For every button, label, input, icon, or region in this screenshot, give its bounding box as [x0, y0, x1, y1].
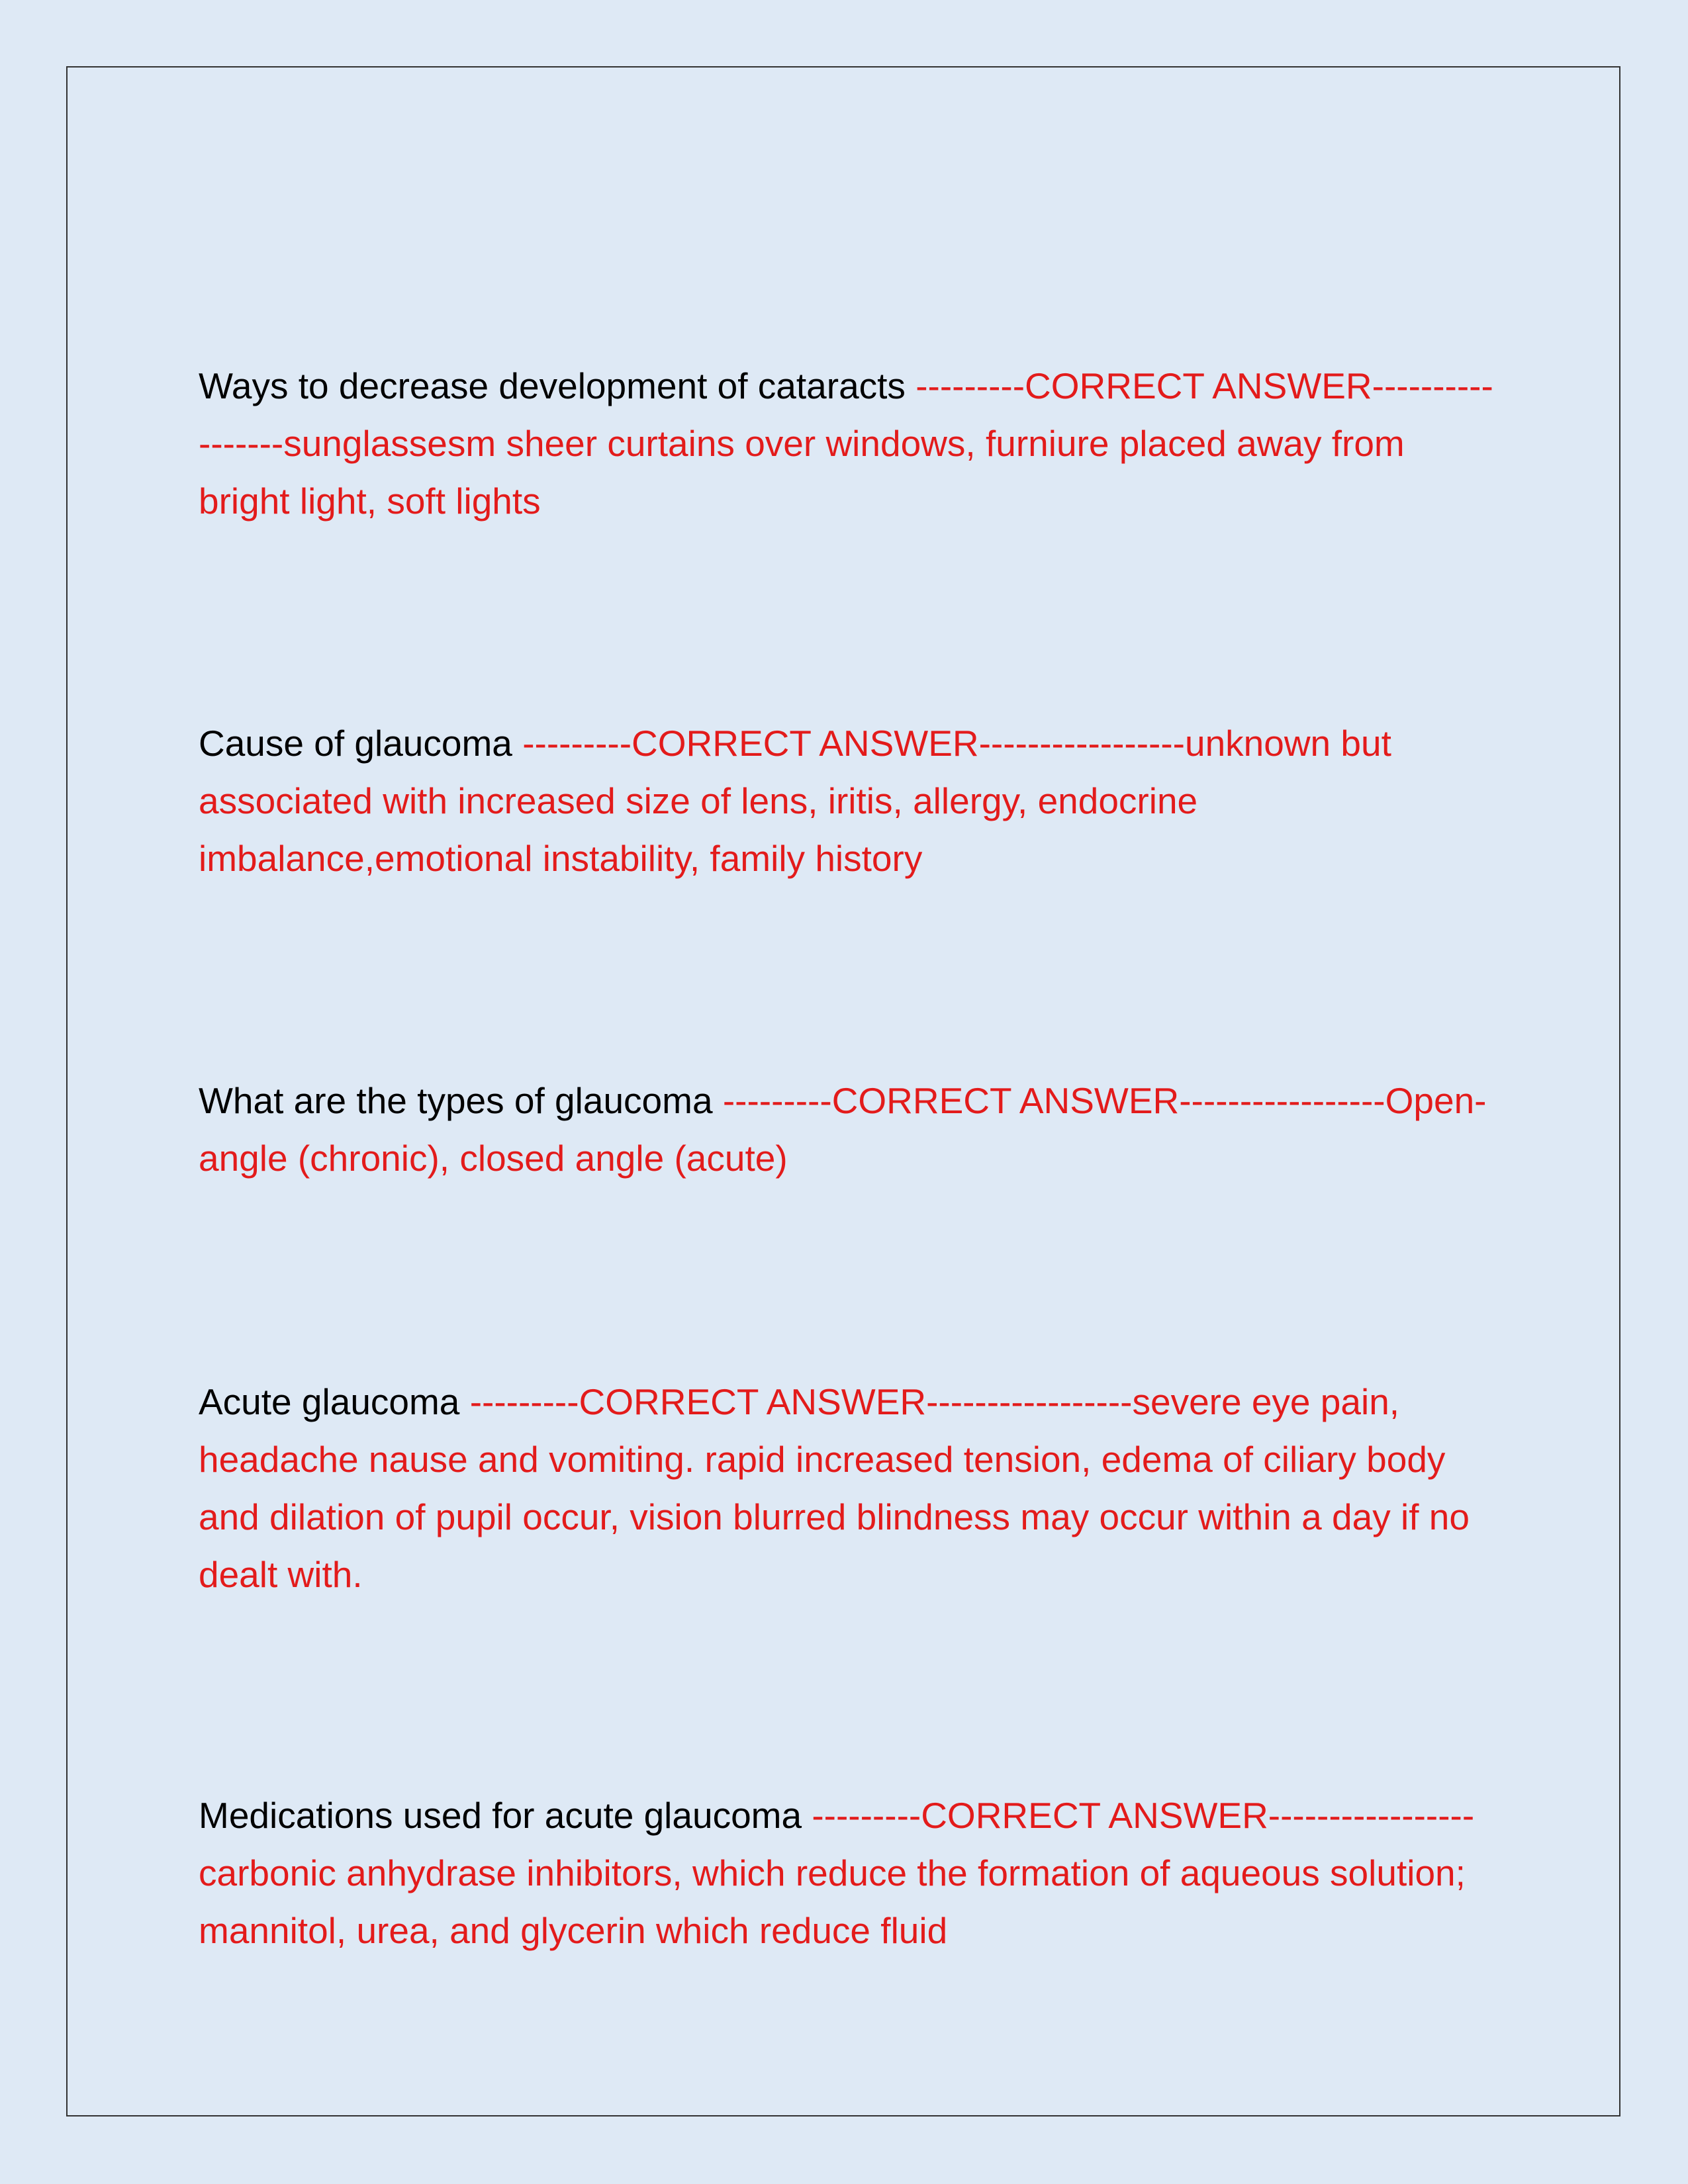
question-text: Ways to decrease development of cataracts: [199, 365, 906, 406]
answer-text: ---------CORRECT ANSWER-----------------unknown but associated with increased size of lens, iritis, allergy, endocrine imbalance,emotional instability, family history: [199, 723, 1391, 879]
qa-item: [199, 1072, 1496, 1187]
answer-text: ---------CORRECT ANSWER-----------------carbonic anhydrase inhibitors, which reduce the formation of aqueous solution; mannitol, urea, and glycerin which reduce fluid: [199, 1795, 1475, 1951]
question-text: What are the types of glaucoma: [199, 1080, 713, 1121]
question-text: Acute glaucoma: [199, 1381, 460, 1422]
qa-item: [199, 1373, 1496, 1604]
qa-item: [199, 357, 1496, 530]
qa-item: [199, 1787, 1496, 1960]
question-text: Medications used for acute glaucoma: [199, 1795, 802, 1836]
answer-text: ---------CORRECT ANSWER-----------------sunglassesm sheer curtains over windows, furniure placed away from bright light, soft lights: [199, 365, 1493, 522]
answer-text: ---------CORRECT ANSWER-----------------Open-angle (chronic), closed angle (acute): [199, 1080, 1487, 1179]
answer-text: ---------CORRECT ANSWER-----------------severe eye pain, headache nause and vomiting. rapid increased tension, edema of ciliary body and dilation of pupil occur, vision blurred blindness may occur within a day if no dealt with.: [199, 1381, 1470, 1595]
question-text: Cause of glaucoma: [199, 723, 512, 764]
qa-item: [199, 715, 1496, 887]
